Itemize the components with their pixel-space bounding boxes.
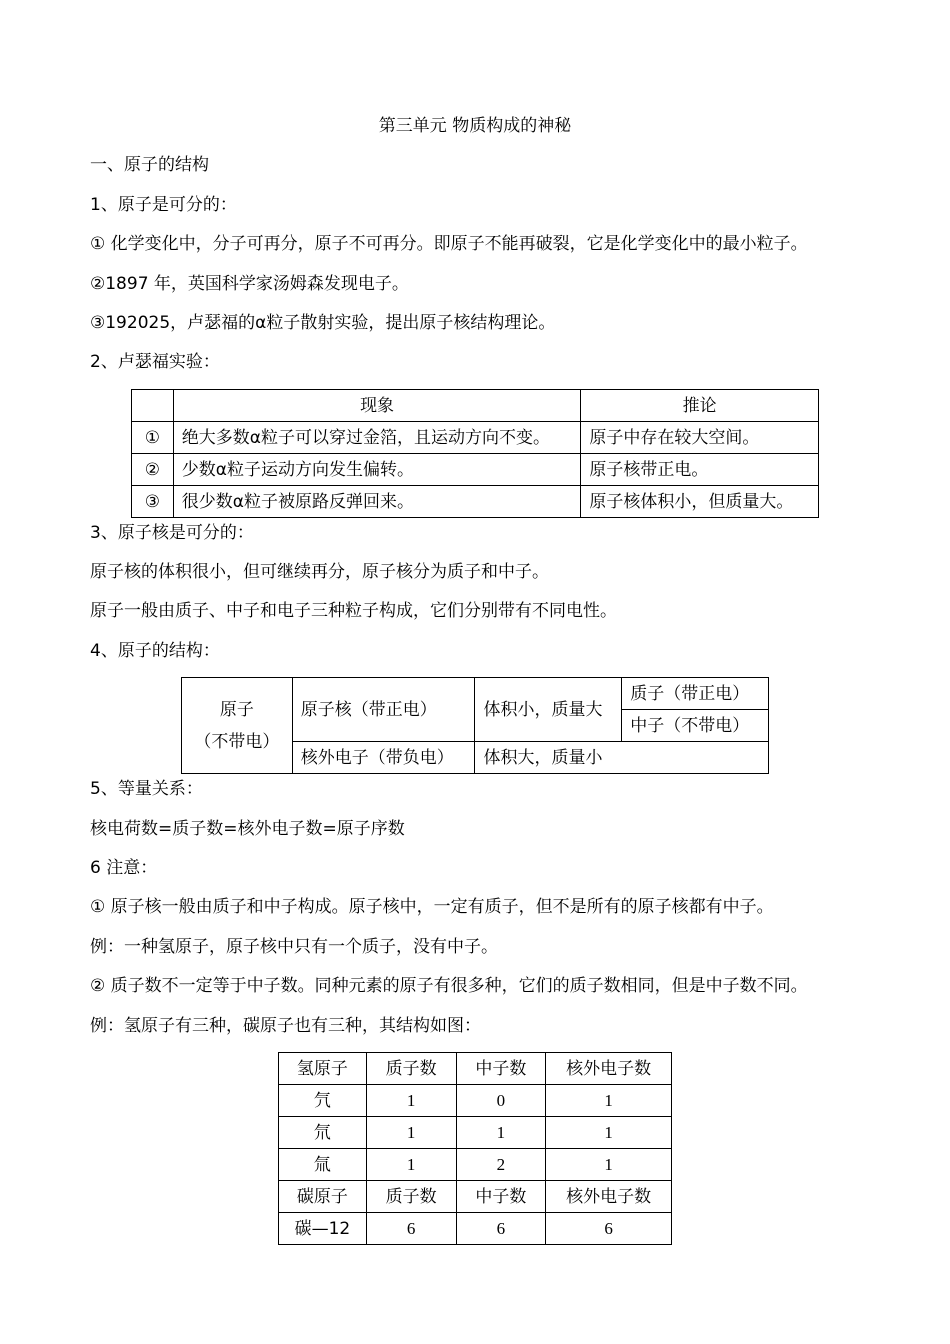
table-header: 质子数	[366, 1053, 456, 1085]
table-cell: 1	[546, 1085, 672, 1117]
table-cell: 6	[456, 1213, 546, 1245]
table-row	[132, 390, 819, 422]
table-cell: 很少数α粒子被原路反弹回来。	[173, 486, 581, 518]
paragraph-thomson: ②1897 年，英国科学家汤姆森发现电子。	[90, 274, 409, 294]
atom-cell	[182, 678, 293, 774]
paragraph-particles: 原子一般由质子、中子和电子三种粒子构成，它们分别带有不同电性。	[90, 601, 617, 621]
table-row	[182, 678, 769, 710]
table-cell: ②	[132, 454, 174, 486]
table-cell: 少数α粒子运动方向发生偏转。	[173, 454, 581, 486]
paragraph-example-1: 例：一种氢原子，原子核中只有一个质子，没有中子。	[90, 937, 498, 957]
subheading-notes: 6 注意：	[90, 858, 158, 878]
table-cell: 氕	[279, 1085, 367, 1117]
table-row	[279, 1085, 672, 1117]
table-cell: 2	[456, 1149, 546, 1181]
table-row	[279, 1053, 672, 1085]
table-cell: 0	[456, 1085, 546, 1117]
proton-cell: 质子（带正电）	[622, 678, 769, 710]
table-row	[279, 1117, 672, 1149]
table-header: 中子数	[456, 1053, 546, 1085]
rutherford-table	[131, 389, 819, 518]
paragraph-note-2: ② 质子数不一定等于中子数。同种元素的原子有很多种，它们的质子数相同，但是中子数不同。	[90, 976, 808, 996]
paragraph-nucleus: 原子核的体积很小，但可继续再分，原子核分为质子和中子。	[90, 562, 549, 582]
paragraph-chemical-change: ① 化学变化中，分子可再分，原子不可再分。即原子不能再破裂，它是化学变化中的最小粒子。	[90, 234, 808, 254]
atom-charge: （不带电）	[194, 731, 280, 752]
subheading-equal-relation: 5、等量关系：	[90, 779, 203, 799]
table-cell: 6	[546, 1213, 672, 1245]
paragraph-note-1: ① 原子核一般由质子和中子构成。原子核中，一定有质子，但不是所有的原子核都有中子。	[90, 897, 774, 917]
table-row	[279, 1213, 672, 1245]
subheading-rutherford-experiment: 2、卢瑟福实验：	[90, 352, 220, 372]
atom-label: 原子	[219, 699, 254, 720]
table-header: 碳原子	[279, 1181, 367, 1213]
table-cell: ①	[132, 422, 174, 454]
table-cell: 原子核体积小，但质量大。	[581, 486, 819, 518]
subheading-nucleus-divisible: 3、原子核是可分的：	[90, 523, 254, 543]
nucleus-desc-cell: 体积小，质量大	[475, 678, 622, 742]
table-header: 核外电子数	[546, 1053, 672, 1085]
atom-structure-table	[181, 677, 769, 774]
paragraph-equal-relation: 核电荷数=质子数=核外电子数=原子序数	[90, 819, 405, 839]
table-cell	[132, 390, 174, 422]
neutron-cell: 中子（不带电）	[622, 710, 769, 742]
subheading-atom-divisible: 1、原子是可分的：	[90, 195, 237, 215]
table-header: 现象	[173, 390, 581, 422]
paragraph-rutherford: ③192025，卢瑟福的α粒子散射实验，提出原子核结构理论。	[90, 313, 556, 333]
subheading-atom-structure: 4、原子的结构：	[90, 641, 220, 661]
table-row	[132, 454, 819, 486]
table-cell: 1	[546, 1149, 672, 1181]
table-cell: 氚	[279, 1149, 367, 1181]
table-header: 推论	[581, 390, 819, 422]
nucleus-cell: 原子核（带正电）	[292, 678, 475, 742]
table-cell: 原子中存在较大空间。	[581, 422, 819, 454]
table-cell: 1	[546, 1117, 672, 1149]
table-header: 核外电子数	[546, 1181, 672, 1213]
table-header: 中子数	[456, 1181, 546, 1213]
table-cell: 6	[366, 1213, 456, 1245]
table-cell: 氘	[279, 1117, 367, 1149]
table-row	[279, 1149, 672, 1181]
paragraph-example-2: 例：氢原子有三种，碳原子也有三种，其结构如图：	[90, 1016, 481, 1036]
electron-cell: 核外电子（带负电）	[292, 742, 475, 774]
table-row	[132, 486, 819, 518]
table-cell: 绝大多数α粒子可以穿过金箔，且运动方向不变。	[173, 422, 581, 454]
page-title: 第三单元 物质构成的神秘	[378, 116, 572, 136]
table-cell: 碳—12	[279, 1213, 367, 1245]
table-row	[132, 422, 819, 454]
table-row	[279, 1181, 672, 1213]
electron-desc-cell: 体积大，质量小	[475, 742, 769, 774]
table-header: 质子数	[366, 1181, 456, 1213]
table-cell: 1	[366, 1085, 456, 1117]
table-cell: 原子核带正电。	[581, 454, 819, 486]
table-cell: 1	[456, 1117, 546, 1149]
isotope-table	[278, 1052, 672, 1245]
table-header: 氢原子	[279, 1053, 367, 1085]
section-heading-atom-structure: 一、原子的结构	[90, 155, 209, 175]
table-cell: 1	[366, 1117, 456, 1149]
table-cell: ③	[132, 486, 174, 518]
table-cell: 1	[366, 1149, 456, 1181]
